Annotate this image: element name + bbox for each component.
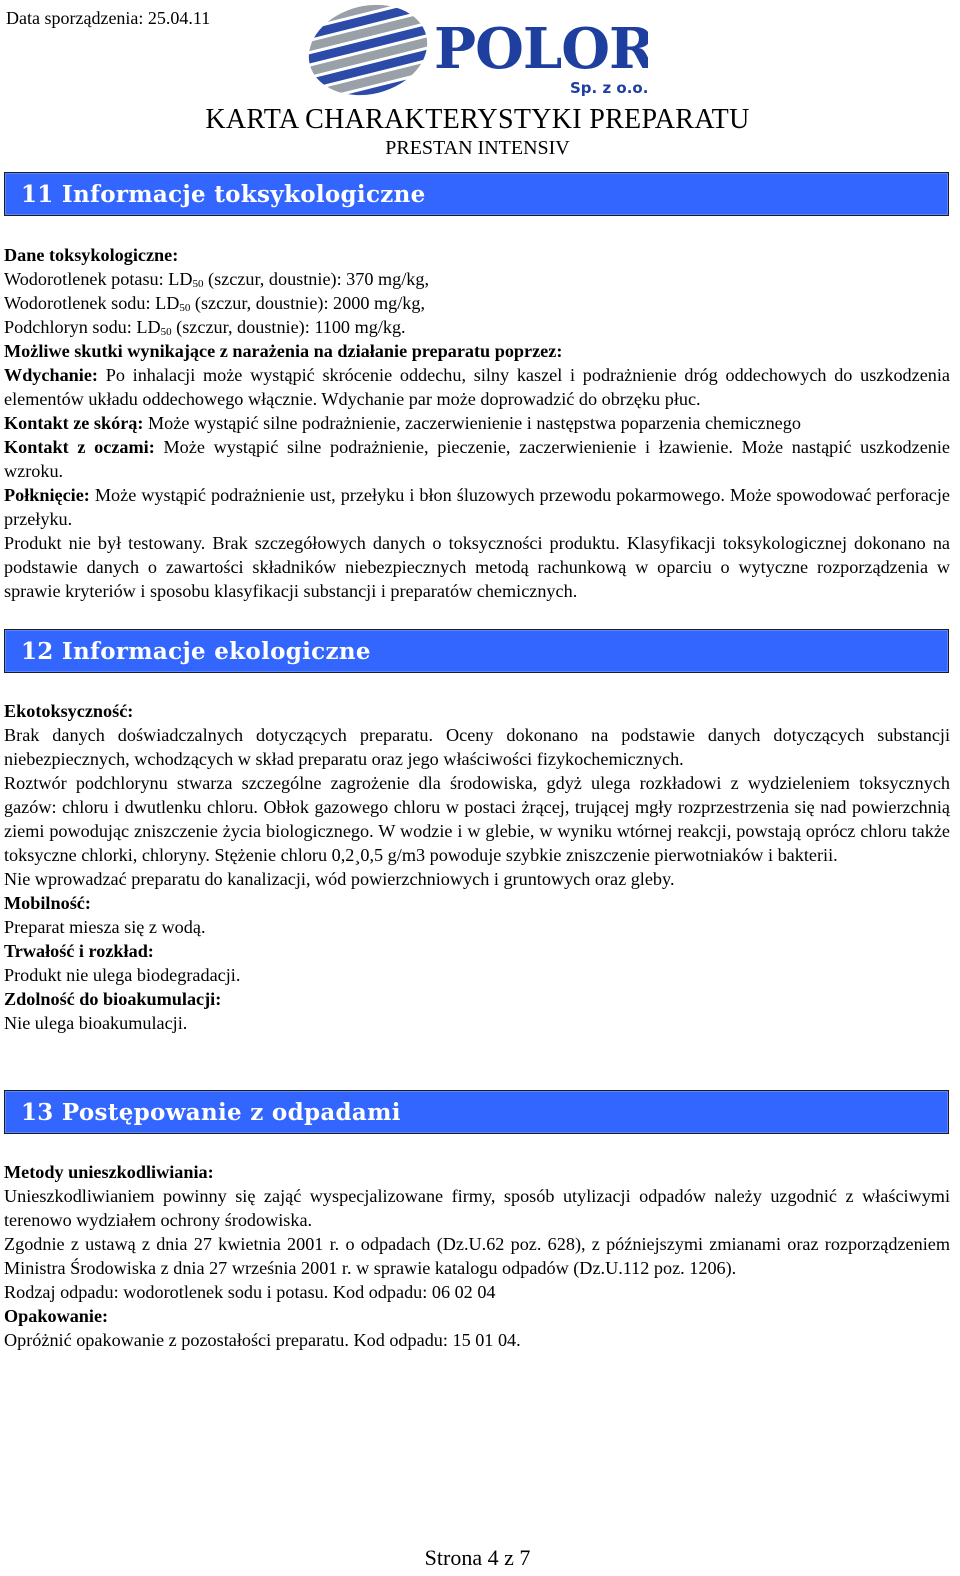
section-11-header bbox=[4, 172, 949, 216]
section-13-header bbox=[4, 1090, 949, 1134]
packaging-text: Opróżnić opakowanie z pozostałości preparatu. Kod odpadu: 15 01 04. bbox=[4, 1330, 521, 1350]
tox-data-label: Dane toksykologiczne: bbox=[4, 245, 179, 265]
logo-subtext: Sp. z o.o. bbox=[570, 79, 648, 97]
drainage-warning-text: Nie wprowadzać preparatu do kanalizacji, wód powierzchniowych i gruntowych oraz gleby. bbox=[4, 869, 675, 889]
eye-contact-paragraph: Kontakt z oczami: Może wystąpić silne podrażnienie, pieczenie, zaczerwienienie i łzawienie. Może nastąpić uszkodzenie wzroku. bbox=[4, 437, 951, 481]
bioaccumulation-label: Zdolność do bioakumulacji: bbox=[4, 989, 222, 1009]
section-13-body bbox=[4, 1160, 950, 1352]
bioaccumulation-text: Nie ulega bioakumulacji. bbox=[4, 1013, 188, 1033]
page-number: Strona 4 z 7 bbox=[424, 1545, 531, 1570]
hypochlorite-hazard-text: Roztwór podchlorynu stwarza szczególne zagrożenie dla środowiska, gdyż ulega rozkładowi z wydzieleniem toksycznych gazów: chloru i dwutlenku chloru. Obłok gazowego chloru w postaci żrącej, trującej mgły rozprzestrzenia się nad powierzchnią ziemi powodując zniszczenie życia biologicznego. W wodzie i w glebie, w wyniku wtórnej reakcji, powstają oprócz chloru także toksyczne chlorki, chloryny. Stężenie chloru 0,2¸0,5 g/m3 powoduje szybkie zniszczenie pierwotniaków i bakterii. bbox=[4, 773, 950, 865]
persistence-text: Produkt nie ulega biodegradacji. bbox=[4, 965, 241, 985]
inhalation-paragraph: Wdychanie: Po inhalacji może wystąpić skrócenie oddechu, silny kaszel i podrażnienie dróg oddechowych do uszkodzenia elementów układu oddechowego włącznie. Wdychanie par może doprowadzić do obrzęku płuc. bbox=[4, 365, 950, 409]
exposure-effects-label: Możliwe skutki wynikające z narażenia na działanie preparatu poprzez: bbox=[4, 341, 563, 361]
polor-logo-graphic bbox=[306, 4, 648, 98]
ld50-sodium-hydroxide: Wodorotlenek sodu: $LD_{50}$ (szczur, doustnie): 2000 mg/kg, bbox=[4, 293, 425, 314]
section-12-body bbox=[4, 699, 950, 1035]
mobility-label: Mobilność: bbox=[4, 893, 91, 913]
ingestion-paragraph: Połknięcie: Może wystąpić podrażnienie ust, przełyku i błon śluzowych przewodu pokarmowego. Może spowodować perforacje przełyku. bbox=[4, 485, 950, 529]
ecotoxicity-text: Brak danych doświadczalnych dotyczących preparatu. Oceny dokonano na podstawie danych dotyczących substancji niebezpiecznych, wchodzących w skład preparatu oraz jego właściwości fizykochemicznych. bbox=[4, 725, 950, 769]
document-title: KARTA CHARAKTERYSTYKI PREPARATU bbox=[205, 104, 750, 135]
section-11-title: 11 Informacje toksykologiczne bbox=[21, 181, 426, 208]
disposal-methods-label: Metody unieszkodliwiania: bbox=[4, 1162, 214, 1182]
logo-wordmark: POLOR bbox=[434, 16, 648, 82]
product-name: PRESTAN INTENSIV bbox=[385, 137, 570, 159]
persistence-label: Trwałość i rozkład: bbox=[4, 941, 154, 961]
section-12-title: 12 Informacje ekologiczne bbox=[21, 638, 371, 665]
skin-contact-paragraph: Kontakt ze skórą: Może wystąpić silne podrażnienie, zaczerwienienie i następstwa poparzenia chemicznego bbox=[4, 413, 801, 433]
section-12-header bbox=[4, 629, 949, 673]
disposal-methods-text: Unieszkodliwianiem powinny się zająć wyspecjalizowane firmy, sposób utylizacji odpadów należy uzgodnić z właściwymi terenowo wydziałem ochrony środowiska. bbox=[4, 1186, 950, 1230]
mobility-text: Preparat miesza się z wodą. bbox=[4, 917, 206, 937]
section-13-title: 13 Postępowanie z odpadami bbox=[21, 1099, 401, 1126]
ld50-potassium: Wodorotlenek potasu: $LD_{50}$ (szczur, doustnie): 370 mg/kg, bbox=[4, 269, 430, 290]
ld50-hypochlorite: Podchloryn sodu: $LD_{50}$ (szczur, doustnie): 1100 mg/kg. bbox=[4, 317, 406, 338]
ecotoxicity-label: Ekotoksyczność: bbox=[4, 701, 134, 721]
classification-paragraph: Produkt nie był testowany. Brak szczegółowych danych o toksyczności produktu. Klasyfikacji toksykologicznej dokonano na podstawie danych o zawartości składników niebezpiecznych metodą rachunkową w oparciu o wytyczne rozporządzenia w sprawie kryteriów i sposobu klasyfikacji substancji i preparatów chemicznych. bbox=[4, 533, 950, 601]
waste-law-text: Zgodnie z ustawą z dnia 27 kwietnia 2001 r. o odpadach (Dz.U.62 poz. 628), z późniejszymi zmianami oraz rozporządzeniem Ministra Środowiska z dnia 27 września 2001 r. w sprawie katalogu odpadów (Dz.U.112 poz. 1206). bbox=[4, 1234, 950, 1278]
waste-type-text: Rodzaj odpadu: wodorotlenek sodu i potasu. Kod odpadu: 06 02 04 bbox=[4, 1282, 496, 1302]
polor-logo bbox=[306, 4, 648, 98]
packaging-label: Opakowanie: bbox=[4, 1306, 109, 1326]
preparation-date: Data sporządzenia: 25.04.11 bbox=[6, 8, 211, 28]
section-11-body bbox=[4, 243, 950, 603]
